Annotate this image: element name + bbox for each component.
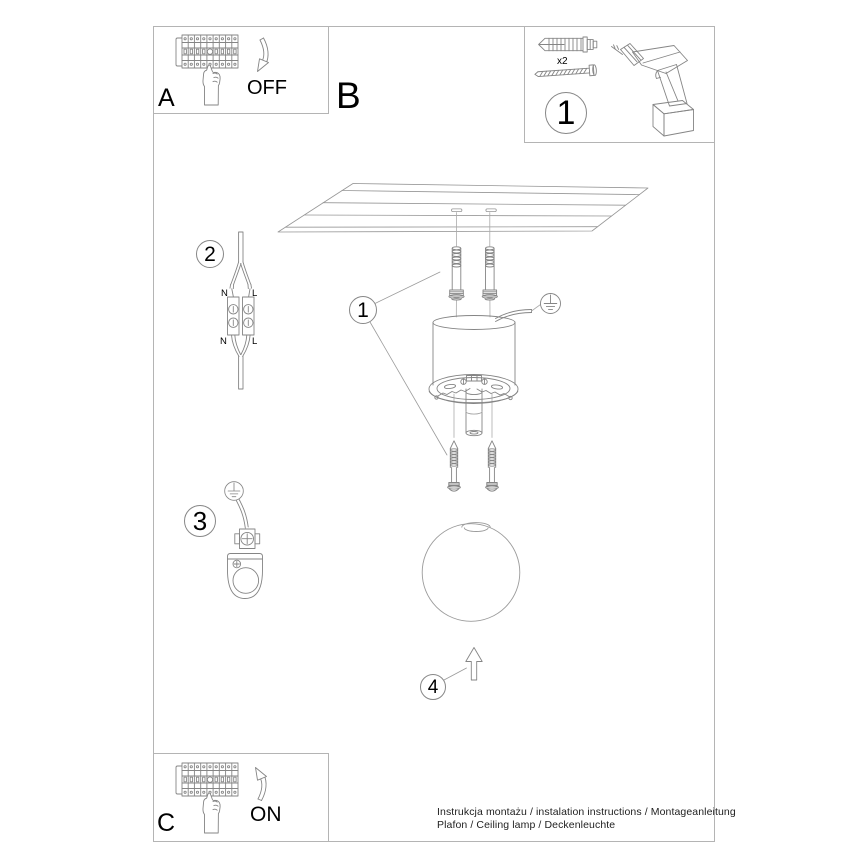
insert-arrow-icon [466,648,482,681]
lamp-body [429,305,541,436]
terminal-label-n-top: N [221,288,228,299]
terminal-label-l-bottom: L [252,336,258,347]
on-arrow-icon [256,768,267,801]
mounting-screw-right [486,441,499,491]
ground-terminal-diagram [225,482,263,599]
off-arrow-icon [258,38,269,72]
breaker-panel-off-icon [176,35,238,105]
mounting-hole-left [452,209,462,212]
terminal-label-l-top: L [252,288,258,299]
footer-line1: Instrukcja montażu / instalation instructions / Montageanleitung [437,806,736,818]
drill-icon [612,44,694,137]
tools-step-badge: 1 [545,92,587,134]
step4-badge: 4 [420,674,446,700]
wall-plug-icon [539,37,597,52]
ground-symbol-step3-icon [225,482,244,501]
step1-leader-lines [370,272,447,455]
ground-symbol-main-icon [541,294,561,314]
step1-badge: 1 [349,296,377,324]
terminal-label-n-bottom: N [220,336,227,347]
section-a-label: A [158,84,175,112]
breaker-panel-on-icon [176,763,238,833]
step3-badge: 3 [184,505,216,537]
section-b-label: B [336,75,361,116]
step4-group [444,648,482,681]
wall-plug-installed-left [449,247,464,300]
ceiling-panel [278,184,648,233]
dowel-quantity-label: x2 [557,56,568,67]
footer-text [437,806,736,831]
mounting-hole-right [486,209,496,212]
on-label: ON [250,803,282,826]
step2-badge: 2 [196,240,224,268]
glass-globe [422,523,520,622]
off-label: OFF [247,77,287,99]
section-c-label: C [157,809,176,837]
footer-line2: Plafon / Ceiling lamp / Deckenleuchte [437,818,616,831]
wall-plug-installed-right [482,247,497,300]
mounting-screw-left [448,441,461,491]
wire-terminal-diagram [228,232,258,389]
